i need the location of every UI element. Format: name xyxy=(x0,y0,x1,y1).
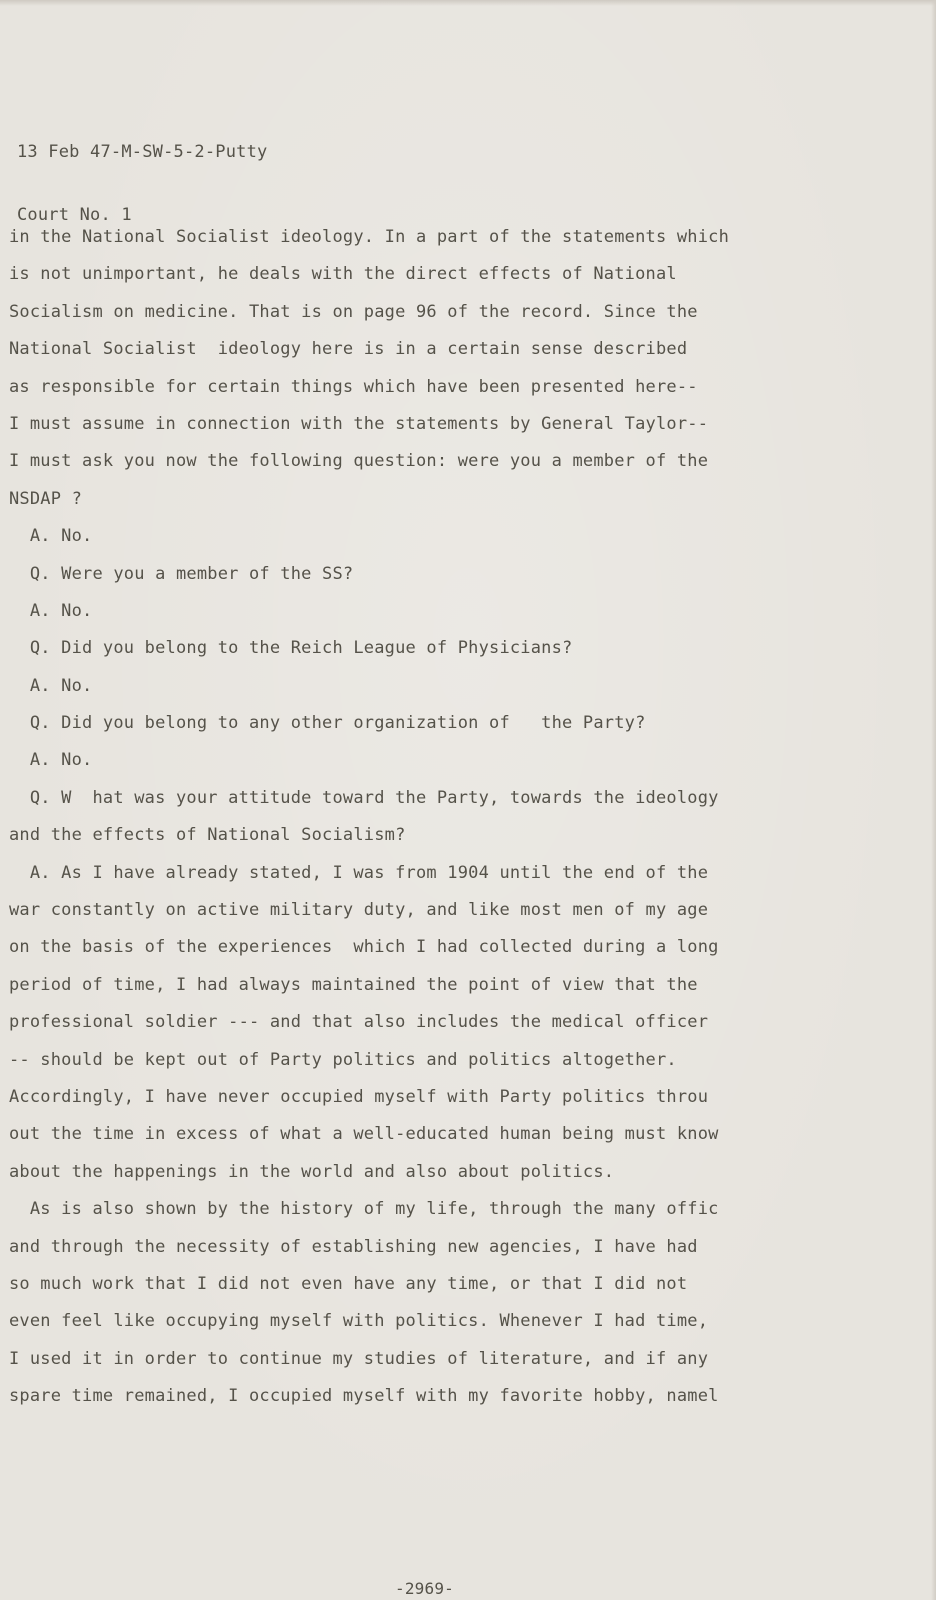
transcript-line: and the effects of National Socialism? xyxy=(9,825,406,846)
transcript-line: and through the necessity of establishing new agencies, I have had xyxy=(9,1236,698,1257)
transcript-line: A. No. xyxy=(9,526,93,547)
transcript-body xyxy=(9,219,729,1416)
transcript-line: Socialism on medicine. That is on page 96 of the record. Since the xyxy=(9,301,698,322)
transcript-line: I used it in order to continue my studies of literature, and if any xyxy=(9,1348,709,1369)
transcript-line: A. No. xyxy=(9,600,93,621)
transcript-line: Q. Did you belong to the Reich League of Physicians? xyxy=(9,638,573,659)
header-line-court: Court No. 1 xyxy=(17,205,132,225)
transcript-line: spare time remained, I occupied myself with my favorite hobby, namel xyxy=(9,1386,719,1407)
transcript-line: in the National Socialist ideology. In a part of the statements which xyxy=(9,227,730,247)
transcript-line: out the time in excess of what a well-educated human being must know xyxy=(9,1124,719,1145)
transcript-line: -- should be kept out of Party politics and politics altogether. xyxy=(9,1049,677,1070)
page-top-edge xyxy=(0,0,936,6)
transcript-line: on the basis of the experiences which I had collected during a long xyxy=(9,937,719,958)
transcript-line: NSDAP ? xyxy=(9,488,83,509)
transcript-line: professional soldier --- and that also includes the medical officer xyxy=(9,1012,709,1033)
page-right-edge xyxy=(931,0,936,1600)
transcript-line: as responsible for certain things which have been presented here-- xyxy=(9,376,698,397)
transcript-line: Accordingly, I have never occupied myself with Party politics throu xyxy=(9,1086,709,1107)
transcript-line: Q. W hat was your attitude toward the Party, towards the ideology xyxy=(9,787,719,808)
transcript-line: I must ask you now the following question: were you a member of the xyxy=(9,451,709,472)
transcript-line: Q. Were you a member of the SS? xyxy=(9,563,354,584)
transcript-line: As is also shown by the history of my life, through the many offic xyxy=(9,1199,719,1220)
transcript-line: about the happenings in the world and also about politics. xyxy=(9,1161,615,1182)
transcript-line: I must assume in connection with the statements by General Taylor-- xyxy=(9,413,709,434)
transcript-line: even feel like occupying myself with politics. Whenever I had time, xyxy=(9,1311,709,1332)
transcript-line: A. As I have already stated, I was from 1904 until the end of the xyxy=(9,862,709,883)
transcript-line: A. No. xyxy=(9,750,93,771)
transcript-line: period of time, I had always maintained the point of view that the xyxy=(9,974,698,995)
transcript-line: so much work that I did not even have any time, or that I did not xyxy=(9,1273,688,1294)
transcript-line: A. No. xyxy=(9,675,93,696)
transcript-line: war constantly on active military duty, and like most men of my age xyxy=(9,900,709,921)
transcript-line: is not unimportant, he deals with the direct effects of National xyxy=(9,264,677,285)
header-line-date-code: 13 Feb 47-M-SW-5-2-Putty xyxy=(17,142,268,162)
transcript-line: National Socialist ideology here is in a certain sense described xyxy=(9,339,688,360)
page-number: -2969- xyxy=(395,1579,454,1598)
transcript-line: Q. Did you belong to any other organization of the Party? xyxy=(9,713,646,734)
